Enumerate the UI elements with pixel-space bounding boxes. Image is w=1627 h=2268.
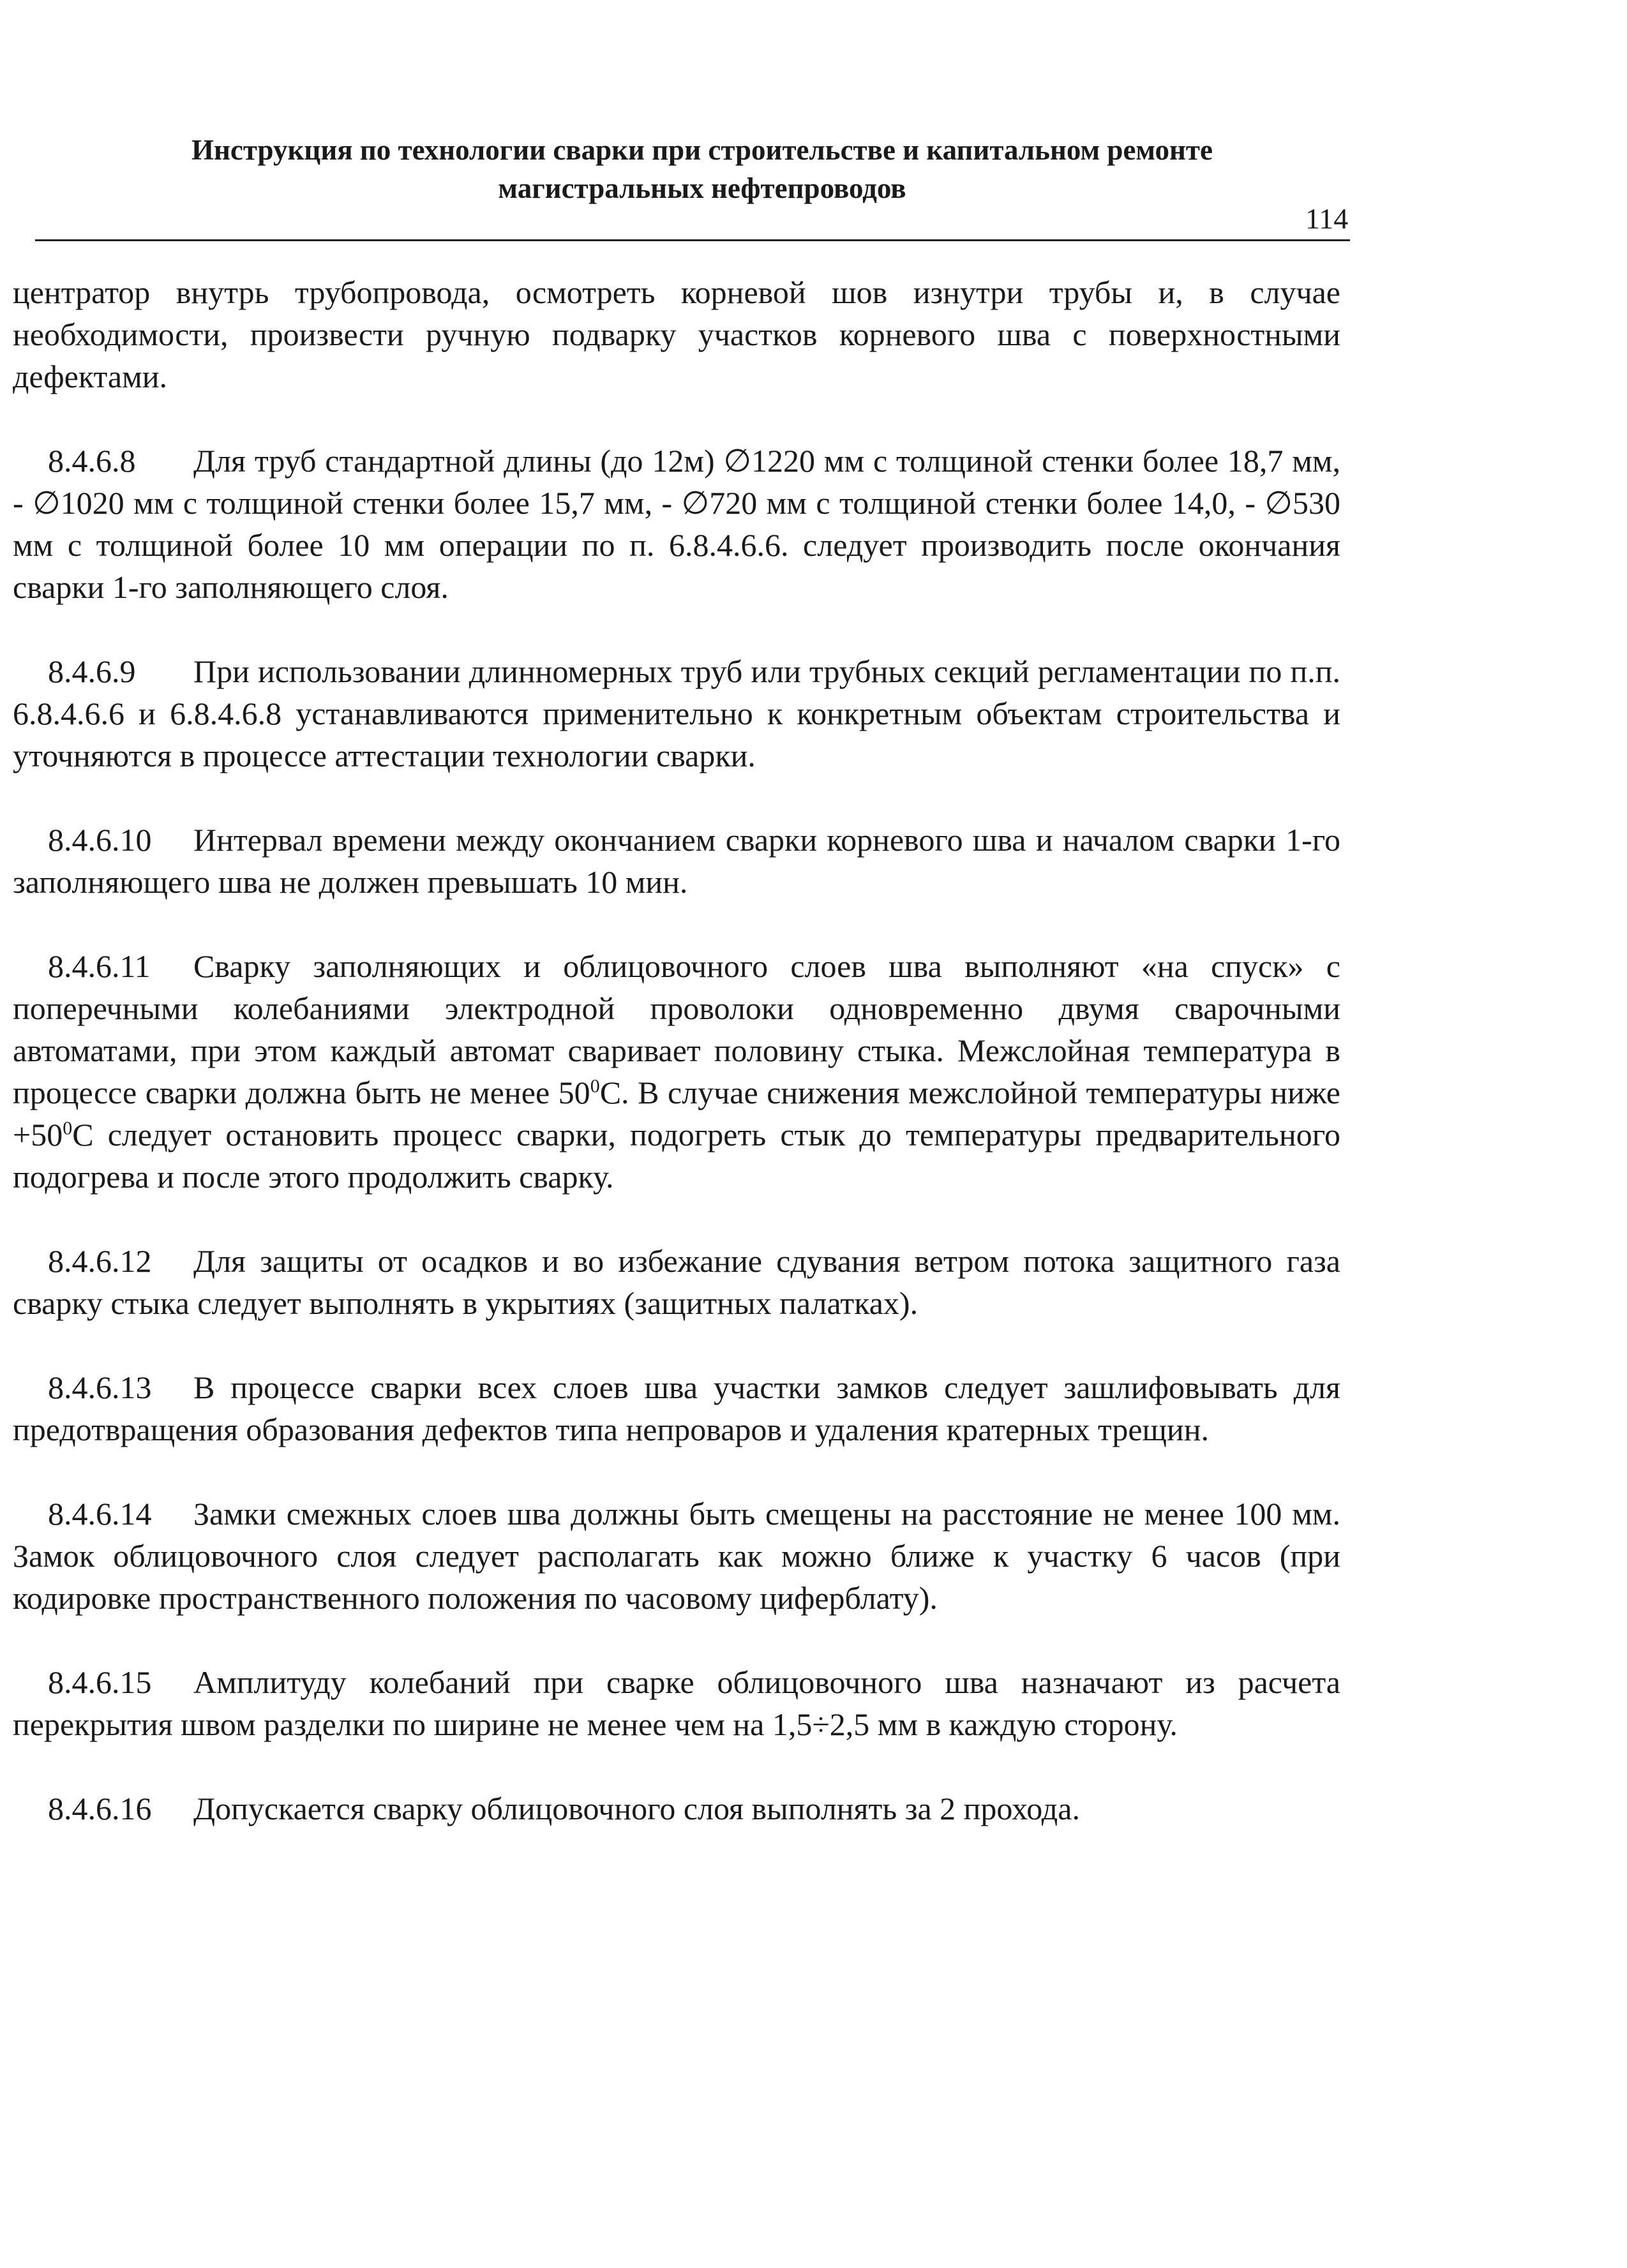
page-number: 114 bbox=[1305, 202, 1349, 235]
paragraph-text-part-a: Сварку заполняющих и облицовочного слоев шва выполняют «на спуск» с поперечными колебаниями электродной проволоки одновременно двумя сварочными автоматами, при этом каждый автомат сваривает половину стыка. Межслойная температура в процессе сварки должна быть не менее 50 bbox=[13, 948, 1340, 1110]
paragraph-text: Для труб стандартной длины (до 12м) ∅1220 мм с толщиной стенки более 18,7 мм, - ∅1020 мм с толщиной стенки более 15,7 мм, - ∅720 мм с толщиной стенки более 14,0, - ∅530 мм с толщиной более 10 мм операции по п. 6.8.4.6.6. следует производить после окончания сварки 1-го заполняющего слоя. bbox=[13, 443, 1340, 605]
paragraph-text: Допускается сварку облицовочного слоя выполнять за 2 прохода. bbox=[193, 1791, 1080, 1826]
paragraph-text: Замки смежных слоев шва должны быть смещены на расстояние не менее 100 мм. Замок облицовочного слоя следует располагать как можно ближе к участку 6 часов (при кодировке пространственного положения по часовому циферблату). bbox=[13, 1496, 1340, 1616]
paragraph-number: 8.4.6.14 bbox=[48, 1496, 152, 1532]
paragraph-8-4-6-12 bbox=[13, 1240, 1340, 1324]
paragraph-8-4-6-8 bbox=[13, 440, 1340, 608]
header-title-line-2: магистральных нефтепроводов bbox=[498, 172, 906, 204]
header-divider bbox=[35, 239, 1350, 241]
paragraph-text: Амплитуду колебаний при сварке облицовочного шва назначают из расчета перекрытия швом разделки по ширине не менее чем на 1,5÷2,5 мм в каждую сторону. bbox=[13, 1664, 1340, 1742]
paragraph-8-4-6-13 bbox=[13, 1366, 1340, 1451]
paragraph-text: При использовании длинномерных труб или трубных секций регламентации по п.п. 6.8.4.6.6 и 6.8.4.6.8 устанавливаются применительно к конкретным объектам строительства и уточняются в процессе аттестации технологии сварки. bbox=[13, 653, 1340, 773]
degree-superscript: 0 bbox=[590, 1075, 600, 1097]
paragraph-text: Интервал времени между окончанием сварки корневого шва и началом сварки 1-го заполняющего шва не должен превышать 10 мин. bbox=[13, 822, 1340, 900]
paragraph-continuation bbox=[13, 271, 1340, 398]
paragraph-8-4-6-15 bbox=[13, 1661, 1340, 1745]
paragraph-number: 8.4.6.8 bbox=[48, 443, 136, 479]
paragraph-text: Для защиты от осадков и во избежание сдувания ветром потока защитного газа сварку стыка следует выполнять в укрытиях (защитных палатках). bbox=[13, 1243, 1340, 1321]
paragraph-number: 8.4.6.12 bbox=[48, 1243, 152, 1279]
paragraph-number: 8.4.6.9 bbox=[48, 653, 136, 689]
paragraph-8-4-6-11 bbox=[13, 945, 1340, 1198]
page-header bbox=[0, 131, 1404, 207]
paragraph-number: 8.4.6.11 bbox=[48, 948, 151, 984]
paragraph-number: 8.4.6.15 bbox=[48, 1664, 152, 1700]
header-title-line-1: Инструкция по технологии сварки при строительстве и капитальном ремонте bbox=[191, 134, 1213, 166]
paragraph-number: 8.4.6.13 bbox=[48, 1369, 152, 1405]
paragraph-8-4-6-10 bbox=[13, 819, 1340, 903]
paragraph-number: 8.4.6.10 bbox=[48, 822, 152, 858]
paragraph-number: 8.4.6.16 bbox=[48, 1791, 152, 1826]
document-body bbox=[13, 271, 1340, 1872]
paragraph-text: В процессе сварки всех слоев шва участки замков следует зашлифовывать для предотвращения образования дефектов типа непроваров и удаления кратерных трещин. bbox=[13, 1369, 1340, 1447]
paragraph-8-4-6-16 bbox=[13, 1787, 1340, 1830]
paragraph-text-part-b: С. В случае снижения межслойной температуры ниже +50 bbox=[13, 1075, 1340, 1153]
paragraph-8-4-6-14 bbox=[13, 1493, 1340, 1619]
paragraph-text: центратор внутрь трубопровода, осмотреть корневой шов изнутри трубы и, в случае необходимости, произвести ручную подварку участков корневого шва с поверхностными дефектами. bbox=[13, 274, 1340, 394]
degree-superscript: 0 bbox=[63, 1117, 73, 1139]
paragraph-text-part-c: С следует остановить процесс сварки, подогреть стык до температуры предварительного подогрева и после этого продолжить сварку. bbox=[13, 1117, 1340, 1195]
paragraph-8-4-6-9 bbox=[13, 650, 1340, 777]
